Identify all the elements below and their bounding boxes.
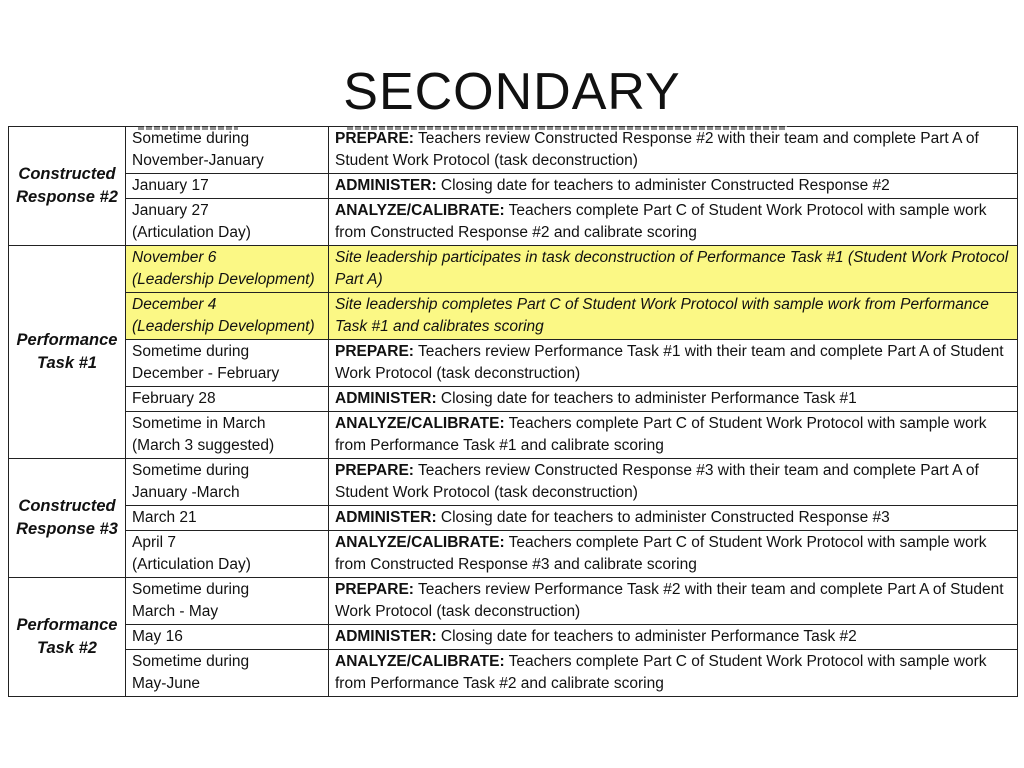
table-row — [9, 199, 1018, 246]
step-description: Site leadership completes Part C of Student Work Protocol with sample work from Performance Task #1 and calibrates scoring — [335, 296, 989, 335]
date-line: April 7 — [132, 534, 176, 551]
description-cell — [329, 293, 1018, 340]
date-line: December 4 — [132, 296, 217, 313]
schedule-table-body — [9, 127, 1018, 697]
table-row — [9, 340, 1018, 387]
table-row — [9, 650, 1018, 697]
step-description: Teachers review Constructed Response #2 with their team and complete Part A of Student Work Protocol (task deconstruction) — [335, 130, 979, 169]
date-line: May-June — [132, 675, 201, 692]
description-cell — [329, 578, 1018, 625]
date-line: (March 3 suggested) — [132, 437, 275, 454]
step-description: Teachers complete Part C of Student Work Protocol with sample work from Constructed Response #3 and calibrate scoring — [335, 534, 987, 573]
step-description: Closing date for teachers to administer Performance Task #2 — [440, 628, 857, 645]
step-keyword: PREPARE: — [335, 581, 414, 598]
table-row — [9, 506, 1018, 531]
date-cell — [126, 459, 329, 506]
date-line: January 27 — [132, 202, 209, 219]
step-keyword: ANALYZE/CALIBRATE: — [335, 534, 505, 551]
date-line: Sometime during — [132, 130, 250, 147]
description-cell — [329, 625, 1018, 650]
date-line: November-January — [132, 152, 264, 169]
description-cell — [329, 459, 1018, 506]
schedule-table — [8, 126, 1018, 697]
date-cell — [126, 506, 329, 531]
date-cell — [126, 625, 329, 650]
date-cell — [126, 387, 329, 412]
date-line: February 28 — [132, 390, 216, 407]
step-description: Teachers review Performance Task #1 with their team and complete Part A of Student Work Protocol (task deconstruction) — [335, 343, 1004, 382]
group-label-cell — [9, 127, 126, 246]
table-row — [9, 459, 1018, 506]
date-cell — [126, 246, 329, 293]
description-cell — [329, 506, 1018, 531]
group-label-line: Task #1 — [37, 354, 97, 372]
date-line: January -March — [132, 484, 240, 501]
date-line: March 21 — [132, 509, 197, 526]
table-row — [9, 578, 1018, 625]
date-line: November 6 — [132, 249, 217, 266]
group-label-line: Task #2 — [37, 639, 97, 657]
slide-title: SECONDARY — [343, 63, 681, 121]
date-line: (Leadership Development) — [132, 271, 315, 288]
schedule-table-container — [8, 126, 1018, 697]
description-cell — [329, 531, 1018, 578]
description-cell — [329, 174, 1018, 199]
step-keyword: ADMINISTER: — [335, 628, 437, 645]
group-label-line: Constructed — [18, 165, 116, 183]
step-keyword: ANALYZE/CALIBRATE: — [335, 415, 505, 432]
date-line: (Leadership Development) — [132, 318, 315, 335]
description-cell — [329, 387, 1018, 412]
step-keyword: PREPARE: — [335, 343, 414, 360]
date-line: March - May — [132, 603, 219, 620]
description-cell — [329, 650, 1018, 697]
step-keyword: PREPARE: — [335, 130, 414, 147]
date-line: May 16 — [132, 628, 183, 645]
cropped-previous-row — [132, 126, 1010, 136]
table-row — [9, 387, 1018, 412]
description-cell — [329, 199, 1018, 246]
date-line: (Articulation Day) — [132, 224, 251, 241]
step-description: Teachers review Constructed Response #3 with their team and complete Part A of Student Work Protocol (task deconstruction) — [335, 462, 979, 501]
date-cell — [126, 650, 329, 697]
group-label-cell — [9, 246, 126, 459]
table-row — [9, 246, 1018, 293]
step-description: Closing date for teachers to administer Performance Task #1 — [440, 390, 857, 407]
date-cell — [126, 578, 329, 625]
group-label-cell — [9, 459, 126, 578]
step-description: Closing date for teachers to administer Constructed Response #2 — [440, 177, 890, 194]
date-line: (Articulation Day) — [132, 556, 251, 573]
date-line: Sometime during — [132, 581, 250, 598]
date-line: Sometime during — [132, 462, 250, 479]
date-line: December - February — [132, 365, 280, 382]
group-label-line: Performance — [16, 616, 118, 634]
table-row — [9, 625, 1018, 650]
group-label-line: Response #2 — [16, 188, 118, 206]
step-keyword: ADMINISTER: — [335, 390, 437, 407]
description-cell — [329, 340, 1018, 387]
table-row — [9, 412, 1018, 459]
group-label-line: Constructed — [18, 497, 116, 515]
table-row — [9, 531, 1018, 578]
date-cell — [126, 340, 329, 387]
step-keyword: ANALYZE/CALIBRATE: — [335, 653, 505, 670]
description-cell — [329, 412, 1018, 459]
date-line: Sometime in March — [132, 415, 266, 432]
date-cell — [126, 531, 329, 578]
table-row — [9, 174, 1018, 199]
date-cell — [126, 199, 329, 246]
date-cell — [126, 293, 329, 340]
step-description: Teachers review Performance Task #2 with their team and complete Part A of Student Work Protocol (task deconstruction) — [335, 581, 1004, 620]
step-description: Closing date for teachers to administer Constructed Response #3 — [440, 509, 890, 526]
step-description: Site leadership participates in task deconstruction of Performance Task #1 (Student Work Protocol Part A) — [335, 249, 1009, 288]
date-line: Sometime during — [132, 653, 250, 670]
group-label-cell — [9, 578, 126, 697]
step-description: Teachers complete Part C of Student Work Protocol with sample work from Constructed Response #2 and calibrate scoring — [335, 202, 987, 241]
step-keyword: ANALYZE/CALIBRATE: — [335, 202, 505, 219]
step-keyword: PREPARE: — [335, 462, 414, 479]
step-keyword: ADMINISTER: — [335, 177, 437, 194]
group-label-line: Response #3 — [16, 520, 118, 538]
date-cell — [126, 174, 329, 199]
description-cell — [329, 246, 1018, 293]
step-description: Teachers complete Part C of Student Work Protocol with sample work from Performance Task #2 and calibrate scoring — [335, 653, 987, 692]
table-row — [9, 293, 1018, 340]
date-line: January 17 — [132, 177, 209, 194]
group-label-line: Performance — [16, 331, 118, 349]
date-cell — [126, 412, 329, 459]
date-line: Sometime during — [132, 343, 250, 360]
step-keyword: ADMINISTER: — [335, 509, 437, 526]
step-description: Teachers complete Part C of Student Work Protocol with sample work from Performance Task #1 and calibrate scoring — [335, 415, 987, 454]
